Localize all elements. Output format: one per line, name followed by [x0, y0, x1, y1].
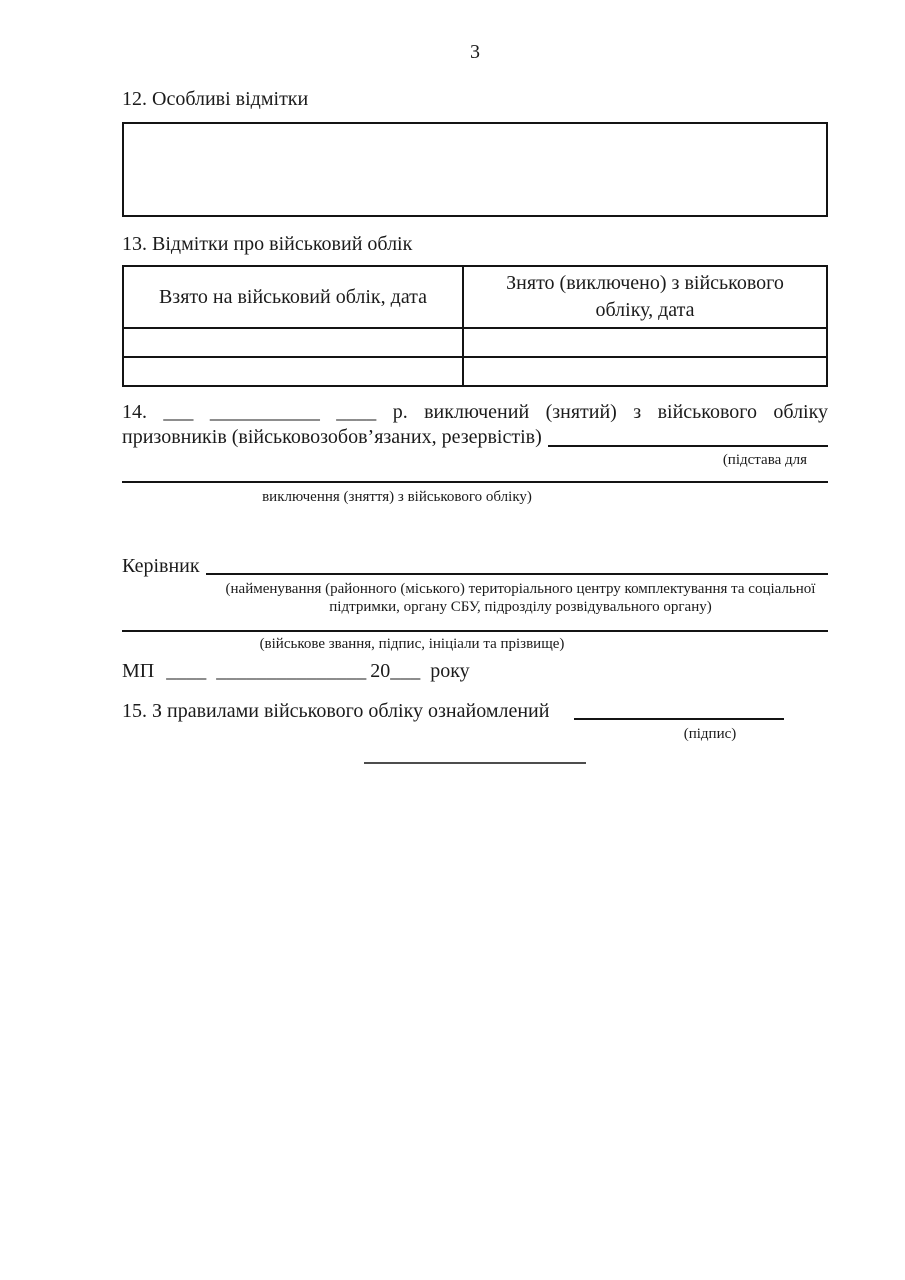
reason-caption-start: (підстава для	[722, 452, 807, 468]
table-header-removed: Знято (виключено) з військового обліку, дата	[463, 266, 827, 328]
section14-number: 14.	[122, 401, 147, 423]
section12-heading: 12. Особливі відмітки	[122, 88, 309, 110]
reason-blank-line	[548, 445, 828, 447]
signature-caption: (підпис)	[683, 726, 737, 742]
section14-line2	[122, 425, 828, 450]
page-number: 3	[470, 41, 480, 63]
section15-text: 15. З правилами військового обліку ознайомлений	[122, 700, 550, 722]
year-prefix: 20	[370, 660, 391, 682]
table-header-taken: Взято на військовий облік, дата	[123, 266, 463, 328]
table-row	[123, 328, 827, 357]
month-blank: ___________	[209, 401, 320, 423]
section14-text2: призовників (військовозобов’язаних, резервістів)	[122, 426, 542, 448]
head-label: Керівник	[122, 555, 200, 577]
table-cell	[463, 357, 827, 386]
signature-blank-line	[574, 718, 784, 720]
stamp-label: МП	[122, 660, 155, 682]
section14-text: р. виключений (знятий) з військового обліку	[392, 401, 829, 423]
reason-continuation-line	[122, 481, 828, 483]
year-blank2: ___	[390, 660, 421, 682]
rank-signature-line	[122, 630, 828, 632]
head-name-blank-line	[206, 573, 828, 575]
stamp-blank1: ____	[166, 660, 207, 682]
section13-heading: 13. Відмітки про військовий облік	[122, 233, 413, 255]
org-caption-line1: (найменування (районного (міського) територіального центру комплектування та соціальної	[225, 581, 816, 597]
table-cell	[123, 328, 463, 357]
special-marks-box	[122, 122, 828, 217]
day-blank: ___	[163, 401, 194, 423]
stamp-date-row	[122, 659, 828, 683]
head-signature-row	[122, 554, 828, 578]
section15-row	[122, 699, 828, 723]
rank-caption: (військове звання, підпис, ініціали та прізвище)	[259, 636, 565, 652]
org-caption	[213, 580, 828, 616]
section14-line1	[122, 400, 828, 425]
table-row	[123, 357, 827, 386]
bottom-blank-line	[364, 762, 586, 764]
table-cell	[123, 357, 463, 386]
section14-paragraph	[122, 400, 828, 450]
year-blank: ____	[336, 401, 377, 423]
org-caption-line2: підтримки, органу СБУ, підрозділу розвідувального органу)	[329, 599, 712, 615]
stamp-blank2: _______________	[216, 660, 367, 682]
table-header-row	[123, 266, 827, 328]
military-record-table	[122, 265, 828, 387]
table-cell	[463, 328, 827, 357]
reason-caption-end: виключення (зняття) з військового обліку)	[262, 489, 532, 505]
year-suffix: року	[430, 660, 470, 682]
